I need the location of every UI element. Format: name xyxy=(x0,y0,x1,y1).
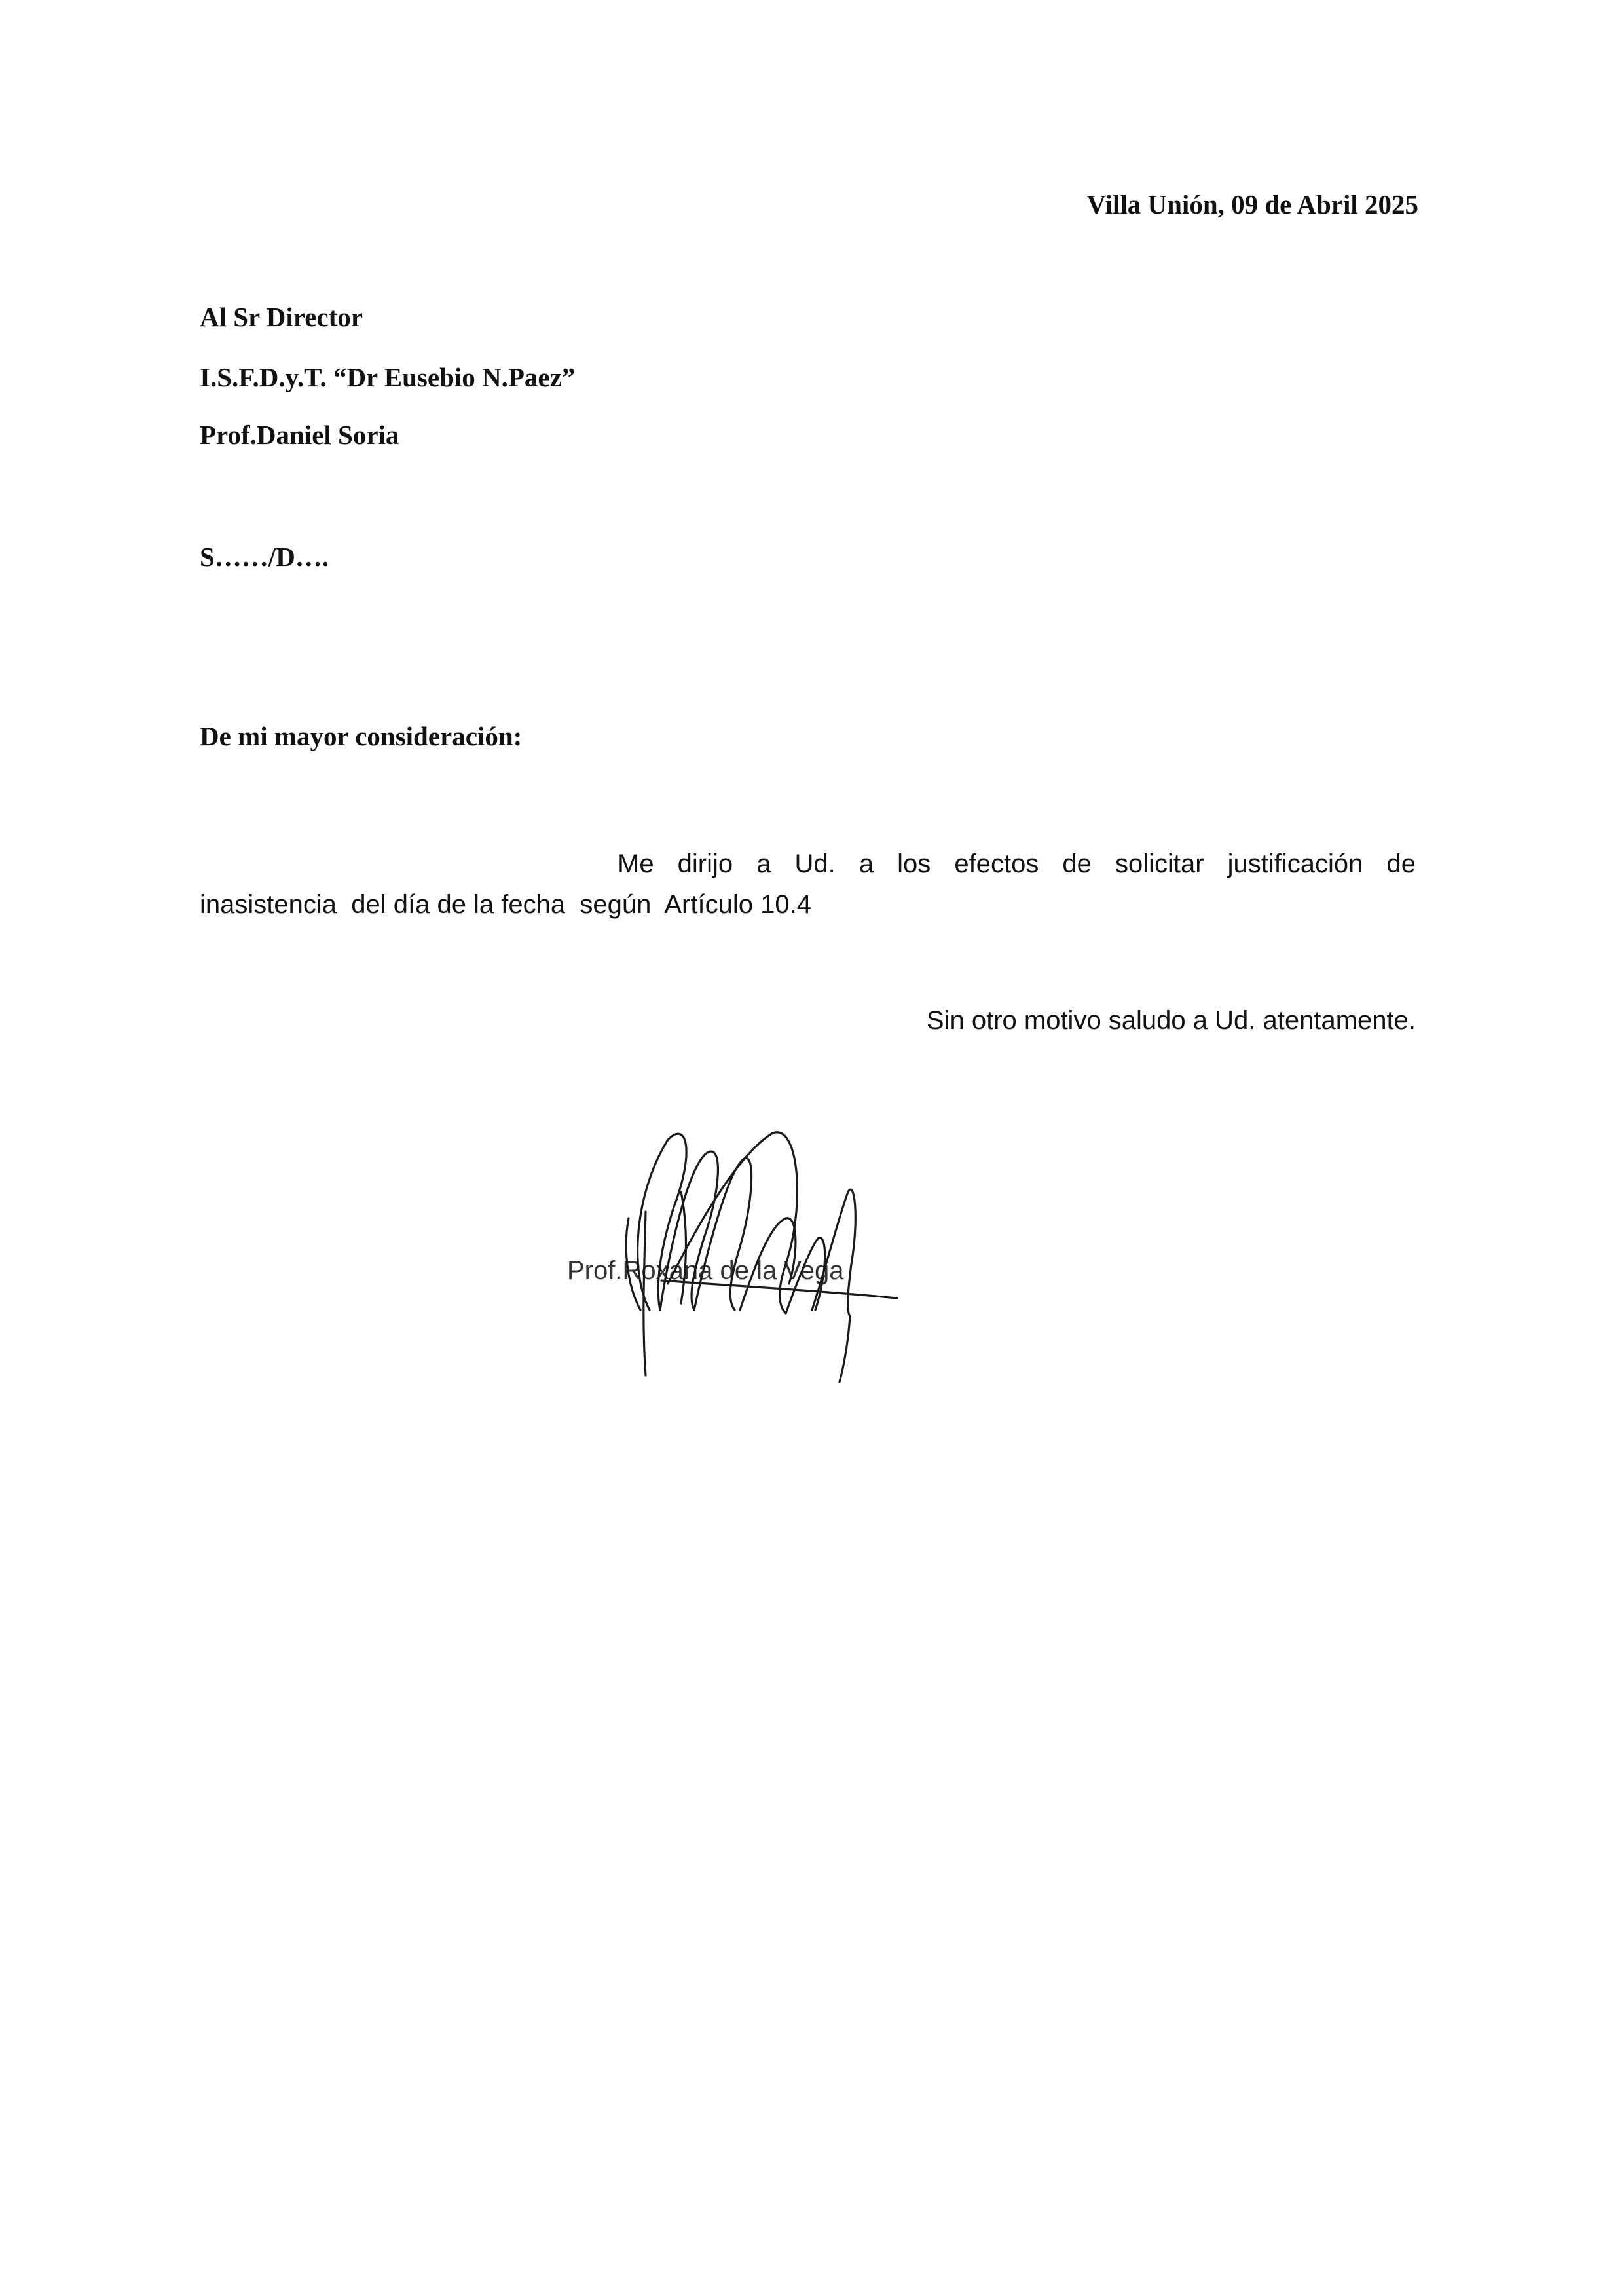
handwritten-signature xyxy=(589,1113,904,1389)
body-line: Me dirijo a Ud. a los efectos de solicitar justificación de xyxy=(618,849,1416,878)
addressee-title: Al Sr Director xyxy=(200,302,363,332)
body-paragraph xyxy=(200,844,1416,925)
letter-date: Villa Unión, 09 de Abril 2025 xyxy=(1086,189,1418,219)
addressee-institution: I.S.F.D.y.T. “Dr Eusebio N.Paez” xyxy=(200,362,576,392)
body-line: inasistencia del día de la fecha según Artículo 10.4 xyxy=(200,890,811,919)
signature-name: Prof.Roxana de la Vega xyxy=(567,1256,844,1285)
closing-line: Sin otro motivo saludo a Ud. atentamente. xyxy=(926,1006,1416,1035)
su-despacho-line: S……/D…. xyxy=(200,542,329,572)
salutation: De mi mayor consideración: xyxy=(200,721,523,751)
addressee-name: Prof.Daniel Soria xyxy=(200,420,399,450)
